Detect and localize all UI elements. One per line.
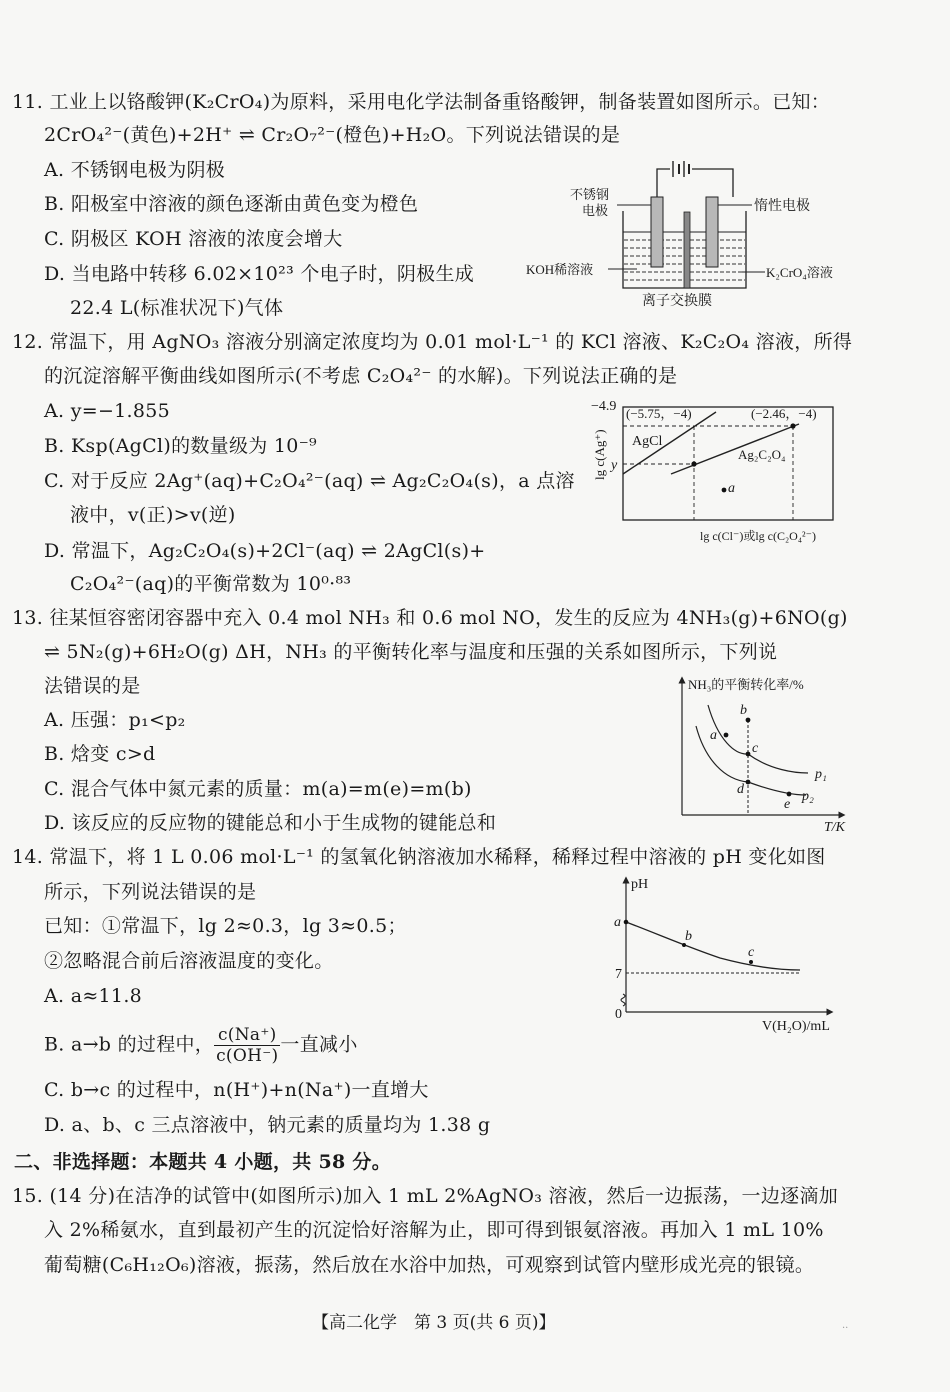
q15-line3: 葡萄糖(C₆H₁₂O₆)溶液，振荡，然后放在水浴中加热，可观察到试管内壁形成光亮的银镜。 [44,1254,815,1276]
label-membrane: 离子交换膜 [642,294,712,309]
q15-line1: 15. (14 分)在洁净的试管中(如图所示)加入 1 mL 2%AgNO₃ 溶液，然后一边振荡，一边逐滴加 [12,1185,839,1207]
label-left-electrode-2: 电极 [582,203,609,218]
q14-option-b [44,1025,358,1066]
y-top-tick: −4.9 [591,399,617,414]
point-a-label: a [710,728,717,743]
ph-dilution-chart [600,870,850,1040]
q11-option-a: A. 不锈钢电极为阴极 [44,159,226,181]
q13-stem-line3: 法错误的是 [44,675,141,697]
q13-option-d: D. 该反应的反应物的键能总和小于生成物的键能总和 [44,812,497,834]
point2-label: (−2.46，−4) [751,406,817,421]
na-oh-ratio-fraction [214,1025,280,1066]
q14-known2: ②忽略混合前后溶液温度的变化。 [44,950,334,972]
q12-option-c-cont: 液中，v(正)>v(逆) [70,504,236,526]
q11-stem-line1: 11. 工业上以铬酸钾(K₂CrO₄)为原料，采用电化学法制备重铬酸钾，制备装置如图所示。已知： [12,91,831,113]
point-d-label: d [737,782,744,797]
section2-title: 二、非选择题：本题共 4 小题，共 58 分。 [14,1151,392,1173]
corner-mark: .. [842,1320,849,1331]
q13-option-c: C. 混合气体中氮元素的质量：m(a)=m(e)=m(b) [44,778,472,800]
curve-ag2c2o4-label: Ag₂C₂O₄ [738,447,786,462]
origin-label: 0 [615,1007,622,1022]
q14-option-c: C. b→c 的过程中，n(H⁺)+n(Na⁺)一直增大 [44,1079,429,1101]
q14-option-a: A. a≈11.8 [44,985,143,1007]
solubility-equilibrium-chart [580,395,850,550]
curve-agcl-label: AgCl [632,434,663,449]
q11-option-d-cont: 22.4 L(标准状况下)气体 [70,297,284,319]
y-axis-label: lg c(Ag⁺) [592,429,607,480]
label-left-solution: KOH稀溶液 [526,262,594,277]
q12-option-a: A. y=−1.855 [44,400,171,422]
curve-p1-label: p₁ [815,767,827,782]
q15-line2: 入 2%稀氨水，直到最初产生的沉淀恰好溶解为止，即可得到银氨溶液。再加入 1 mL 10% [44,1219,824,1241]
q12-option-b: B. Ksp(AgCl)的数量级为 10⁻⁹ [44,435,317,457]
y-axis-label: NH₃的平衡转化率/% [688,677,804,692]
q11-option-b: B. 阳极室中溶液的颜色逐渐由黄色变为橙色 [44,193,419,215]
y-axis-label: pH [631,877,649,892]
point-b-label: b [685,929,692,944]
page-footer: 【高二化学 第 3 页(共 6 页)】 [312,1313,556,1333]
q14-option-b-suffix: 一直减小 [280,1033,358,1056]
fraction-numerator: c(Na⁺) [214,1025,280,1046]
x-axis-label: lg c(Cl⁻)或lg c(C₂O₄²⁻) [700,529,816,543]
q13-option-a: A. 压强：p₁<p₂ [44,709,186,731]
point-a-label: a [614,915,621,930]
point-c-label: c [748,945,755,960]
battery-icon [673,161,689,177]
x-axis-label: T/K [824,820,846,835]
q13-stem-line2: ⇌ 5N₂(g)+6H₂O(g) ΔH，NH₃ 的平衡转化率与温度和压强的关系如图所示，下列说 [44,641,778,663]
label-left-electrode-1: 不锈钢 [570,187,610,202]
q14-stem-line1: 14. 常温下，将 1 L 0.06 mol·L⁻¹ 的氢氧化钠溶液加水稀释，稀释过程中溶液的 pH 变化如图 [12,846,826,868]
electrolysis-cell-diagram [520,150,850,320]
point1-label: (−5.75，−4) [626,406,692,421]
q13-stem-line1: 13. 往某恒容密闭容器中充入 0.4 mol NH₃ 和 0.6 mol NO，发生的反应为 4NH₃(g)+6NO(g) [12,607,848,629]
q12-option-d-cont: C₂O₄²⁻(aq)的平衡常数为 10⁰·⁸³ [70,573,352,595]
point-a-label: a [728,481,735,496]
q11-stem-line2: 2CrO₄²⁻(黄色)+2H⁺ ⇌ Cr₂O₇²⁻(橙色)+H₂O。下列说法错误的是 [44,124,621,146]
conversion-rate-chart [660,670,850,840]
point-e-label: e [784,797,791,812]
q12-option-c: C. 对于反应 2Ag⁺(aq)+C₂O₄²⁻(aq) ⇌ Ag₂C₂O₄(s)，a 点溶 [44,470,575,492]
label-right-electrode: 惰性电极 [754,199,810,214]
curve-p2-label: p₂ [802,789,814,804]
y-mid-tick: y [611,458,618,473]
q14-known1: 已知：①常温下，lg 2≈0.3，lg 3≈0.5； [44,915,407,937]
q11-option-d: D. 当电路中转移 6.02×10²³ 个电子时，阴极生成 [44,263,475,285]
q13-option-b: B. 焓变 c>d [44,743,156,765]
q14-stem-line2: 所示，下列说法错误的是 [44,881,257,903]
point-c-label: c [752,741,759,756]
q14-option-b-prefix: B. a→b 的过程中， [44,1033,215,1056]
fraction-denominator: c(OH⁻) [216,1046,279,1066]
q12-option-d: D. 常温下，Ag₂C₂O₄(s)+2Cl⁻(aq) ⇌ 2AgCl(s)+ [44,540,486,562]
q11-option-c: C. 阴极区 KOH 溶液的浓度会增大 [44,228,343,250]
q12-stem-line2: 的沉淀溶解平衡曲线如图所示(不考虑 C₂O₄²⁻ 的水解)。下列说法正确的是 [44,365,678,387]
label-right-solution: K₂CrO₄溶液 [766,265,833,280]
tick-7-label: 7 [615,967,622,982]
q12-stem-line1: 12. 常温下，用 AgNO₃ 溶液分别滴定浓度均为 0.01 mol·L⁻¹ 的 KCl 溶液、K₂C₂O₄ 溶液，所得 [12,331,853,353]
x-axis-label: V(H₂O)/mL [762,1019,830,1034]
q14-option-d: D. a、b、c 三点溶液中，钠元素的质量均为 1.38 g [44,1114,491,1136]
point-b-label: b [740,703,747,718]
